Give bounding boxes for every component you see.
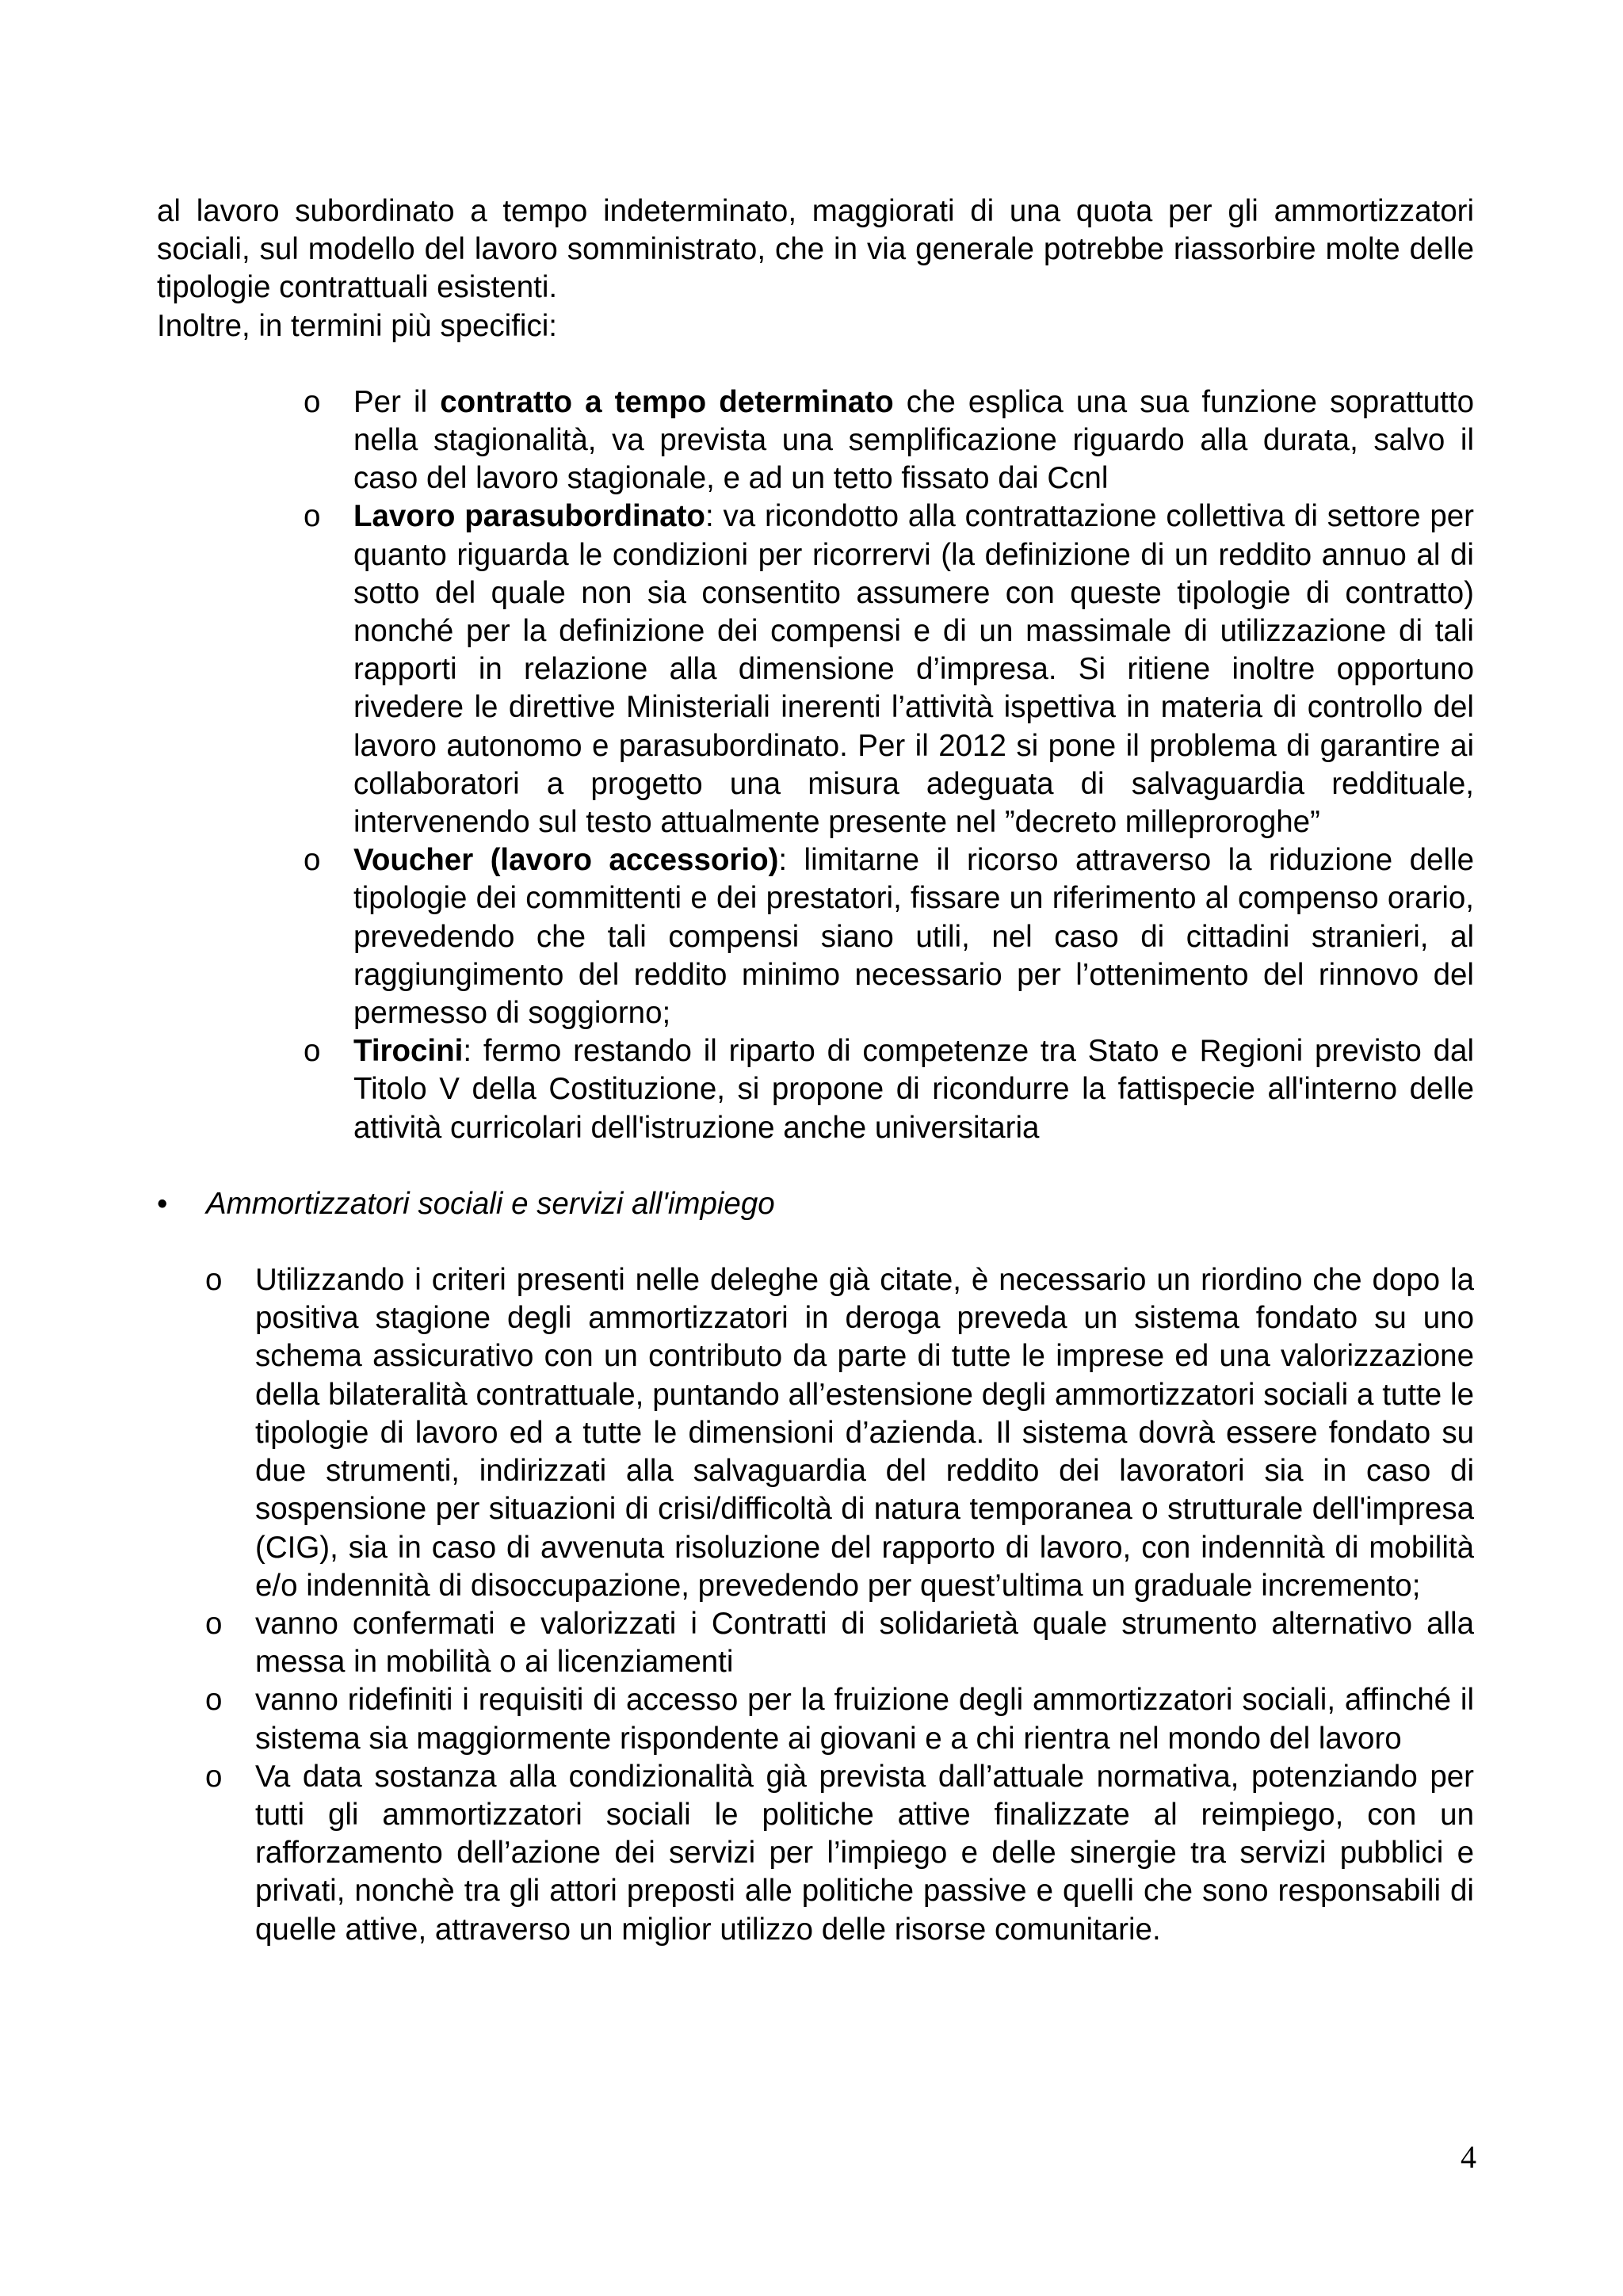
list-item-voucher [304, 841, 1474, 1032]
section-ammortizzatori [157, 1185, 1474, 1223]
intro-paragraph: al lavoro subordinato a tempo indeterminato, maggiorati di una quota per gli ammortizzatori sociali, sul modello del lavoro somministrato, che in via generale potrebbe riassorbire molte delle tipologie contrattuali esistenti. [157, 194, 1474, 305]
item-text: Va data sostanza alla condizionalità già prevista dall’attuale normativa, potenziando per tutti gli ammortizzatori sociali le politiche attive finalizzate al reimpiego, con un rafforzamento dell’azione dei servizi per l’impiego e delle sinergie tra servizi pubblici e privati, nonchè tra gli attori preposti alle politiche passive e quelli che sono responsabili di quelle attive, attraverso un miglior utilizzo delle risorse comunitarie. [255, 1759, 1474, 1947]
item-text: vanno ridefiniti i requisiti di accesso per la fruizione degli ammortizzatori sociali, affinché il sistema sia maggiormente rispondente ai giovani e a chi rientra nel mondo del lavoro [255, 1683, 1474, 1756]
bullet-marker: • [157, 1186, 168, 1221]
contract-types-list [157, 383, 1474, 1147]
item-bold-term: contratto a tempo determinato [440, 384, 894, 419]
list-item-tirocini [304, 1032, 1474, 1147]
list-item [205, 1758, 1474, 1949]
list-item-contratto-tempo-determinato [304, 383, 1474, 498]
item-text: : fermo restando il riparto di competenze tra Stato e Regioni previsto dal Titolo V della Costituzione, si propone di ricondurre la fattispecie all'interno delle attività curricolari dell'istruzione anche universitaria [353, 1034, 1474, 1145]
list-marker: o [304, 1034, 321, 1069]
list-marker: o [304, 843, 321, 878]
item-text: Utilizzando i criteri presenti nelle deleghe già citate, è necessario un riordino che dopo la positiva stagione degli ammortizzatori in deroga preveda un sistema fondato su uno schema assicurativo con un contributo da parte di tutte le imprese ed una valorizzazione della bilateralità contrattuale, puntando all’estensione degli ammortizzatori sociali a tutte le tipologie di lavoro ed a tutte le dimensioni d’azienda. Il sistema dovrà essere fondato su due strumenti, indirizzati alla salvaguardia del reddito dei lavoratori sia in caso di sospensione per situazioni di crisi/difficoltà di natura temporanea o strutturale dell'impresa (CIG), sia in caso di avvenuta risoluzione del rapporto di lavoro, con indennità di mobilità e/o indennità di disoccupazione, prevedendo per quest’ultima un graduale incremento; [255, 1263, 1474, 1603]
item-bold-term: Lavoro parasubordinato [353, 499, 705, 534]
section-title: Ammortizzatori sociali e servizi all'impiego [206, 1186, 775, 1221]
list-marker: o [304, 384, 321, 419]
item-bold-term: Tirocini [353, 1034, 464, 1069]
item-bold-term: Voucher (lavoro accessorio) [353, 843, 779, 878]
list-item [205, 1681, 1474, 1757]
list-item [205, 1605, 1474, 1681]
item-text: che esplica una sua funzione soprattutto nella stagionalità, va prevista una semplificazione riguardo alla durata, salvo il caso del lavoro stagionale, e ad un tetto fissato dai Ccnl [353, 384, 1474, 496]
intro-lead-in: Inoltre, in termini più specifici: [157, 308, 557, 343]
ammortizzatori-list [157, 1261, 1474, 1949]
list-marker: o [304, 499, 321, 534]
page-number: 4 [1461, 2139, 1476, 2175]
item-text: : limitarne il ricorso attraverso la riduzione delle tipologie dei committenti e dei prestatori, fissare un riferimento al compenso orario, prevedendo che tali compensi siano utili, nel caso di cittadini stranieri, al raggiungimento del reddito minimo necessario per l’ottenimento del rinnovo del permesso di soggiorno; [353, 843, 1474, 1031]
document-body [157, 193, 1474, 1949]
list-item [205, 1261, 1474, 1605]
list-marker: o [205, 1683, 223, 1718]
item-prefix: Per il [353, 384, 441, 419]
item-text: : va ricondotto alla contrattazione collettiva di settore per quanto riguarda le condizioni per ricorrervi (la definizione di un reddito annuo al di sotto del quale non sia consentito assumere con queste tipologie di contratto) nonché per la definizione dei compensi e di un massimale di utilizzazione di tali rapporti in relazione alla dimensione d’impresa. Si ritiene inoltre opportuno rivedere le direttive Ministeriali inerenti l’attività ispettiva in materia di controllo del lavoro autonomo e parasubordinato. Per il 2012 si pone il problema di garantire ai collaboratori a progetto una misura adeguata di salvaguardia reddituale, intervenendo sul testo attualmente presente nel ”decreto milleproroghe” [353, 499, 1474, 840]
list-marker: o [205, 1759, 223, 1794]
list-marker: o [205, 1263, 223, 1298]
item-text: vanno confermati e valorizzati i Contratti di solidarietà quale strumento alternativo alla messa in mobilità o ai licenziamenti [255, 1606, 1474, 1680]
list-marker: o [205, 1606, 223, 1641]
list-item-lavoro-parasubordinato [304, 498, 1474, 841]
